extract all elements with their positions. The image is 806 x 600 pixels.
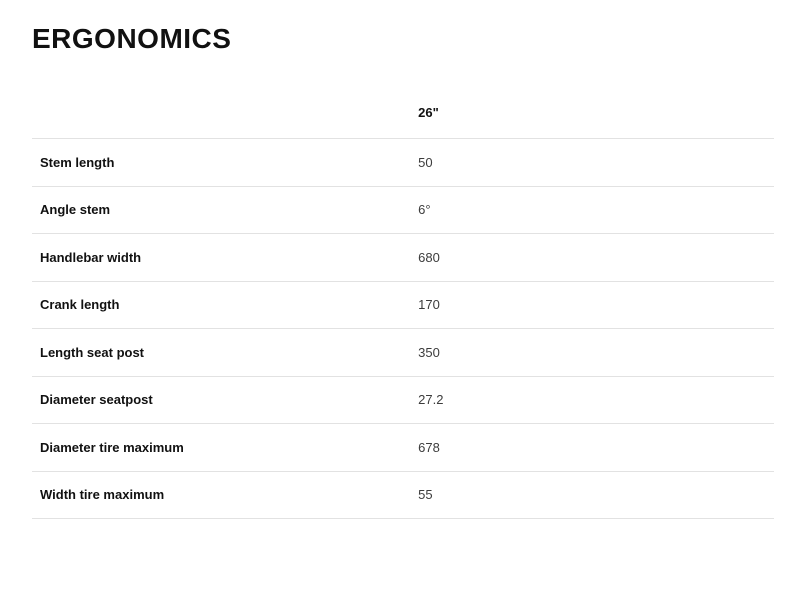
spec-label: Handlebar width [32,234,414,282]
table-row [32,234,774,282]
spec-label: Length seat post [32,329,414,377]
spec-label: Width tire maximum [32,471,414,519]
table-row [32,471,774,519]
column-header-size: 26" [414,94,774,139]
column-header-label [32,94,414,139]
table-row [32,424,774,472]
ergonomics-spec-table [32,94,774,519]
spec-label: Stem length [32,139,414,187]
spec-value: 27.2 [414,376,774,424]
spec-value: 50 [414,139,774,187]
spec-value: 6° [414,186,774,234]
spec-label: Crank length [32,281,414,329]
spec-label: Diameter seatpost [32,376,414,424]
table-row [32,139,774,187]
page-title: ERGONOMICS [32,23,232,54]
table-row [32,376,774,424]
spec-label: Diameter tire maximum [32,424,414,472]
table-row [32,281,774,329]
spec-value: 55 [414,471,774,519]
table-body [32,139,774,519]
spec-value: 170 [414,281,774,329]
table-head [32,94,774,139]
table-row [32,329,774,377]
spec-value: 678 [414,424,774,472]
spec-value: 350 [414,329,774,377]
spec-value: 680 [414,234,774,282]
table-row [32,186,774,234]
spec-label: Angle stem [32,186,414,234]
table-header-row [32,94,774,139]
